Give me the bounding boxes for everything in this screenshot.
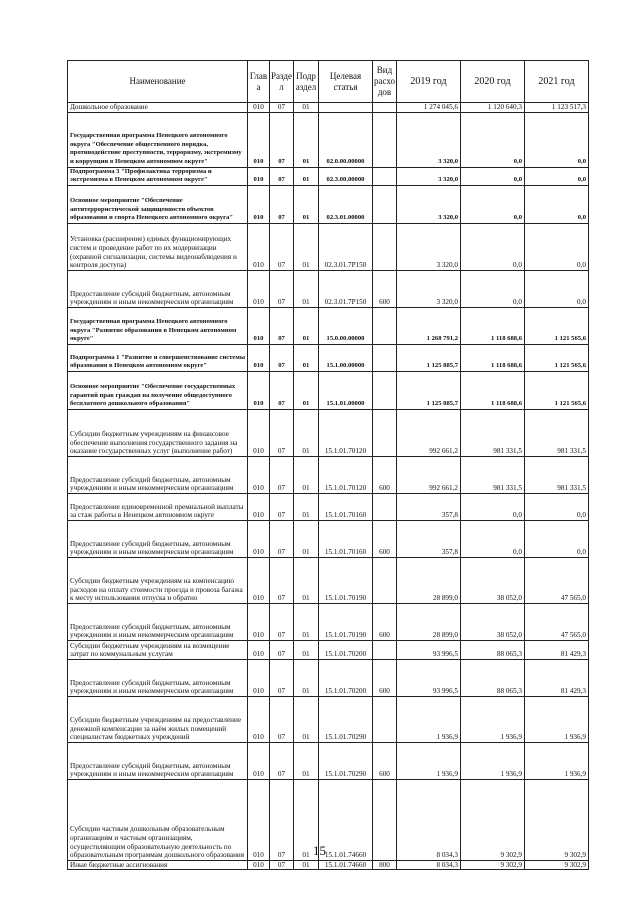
row-value-2021: 47 565,0 <box>525 603 589 640</box>
row-target-article: 15.1.01.70160 <box>319 493 373 520</box>
row-glava: 010 <box>248 223 270 270</box>
row-name: Государственная программа Ненецкого автономного округа "Обеспечение общественного порядка, противодействие преступности, терроризму, экстремизму и коррупции в Ненецком автономном округе" <box>68 112 248 167</box>
row-glava: 010 <box>248 779 270 860</box>
row-target-article: 15.1.01.74660 <box>319 860 373 870</box>
row-razdel: 07 <box>270 493 294 520</box>
row-target-article: 15.1.01.70200 <box>319 659 373 696</box>
row-glava: 010 <box>248 270 270 307</box>
row-name: Субсидии частным дошкольным образовательным организациям и частным организациям, осуществляющим образовательную деятельность по образовательным программам дошкольного образования <box>68 779 248 860</box>
row-value-2020: 1 120 640,3 <box>461 103 525 113</box>
row-value-2020: 0,0 <box>461 223 525 270</box>
row-value-2020: 9 302,9 <box>461 779 525 860</box>
row-value-2021: 9 302,9 <box>525 779 589 860</box>
row-podrazdel: 01 <box>294 409 319 456</box>
row-value-2020: 88 065,3 <box>461 659 525 696</box>
header-2019: 2019 год <box>397 61 461 103</box>
row-target-article: 15.1.01.70190 <box>319 603 373 640</box>
row-name: Предоставление субсидий бюджетным, автономным учреждениям и иным некоммерческим организациям <box>68 742 248 779</box>
row-glava: 010 <box>248 185 270 223</box>
row-value-2020: 88 065,3 <box>461 640 525 659</box>
row-value-2019: 1 125 885,7 <box>397 344 461 371</box>
row-value-2021: 1 121 565,6 <box>525 307 589 344</box>
row-glava: 010 <box>248 456 270 493</box>
table-body <box>68 103 589 870</box>
row-glava: 010 <box>248 103 270 113</box>
row-value-2019: 3 320,0 <box>397 270 461 307</box>
row-podrazdel: 01 <box>294 223 319 270</box>
table-row <box>68 557 589 603</box>
row-value-2019: 3 320,0 <box>397 167 461 185</box>
row-value-2021: 1 121 565,6 <box>525 371 589 409</box>
row-value-2020: 0,0 <box>461 185 525 223</box>
row-value-2019: 1 125 885,7 <box>397 371 461 409</box>
row-podrazdel: 01 <box>294 371 319 409</box>
row-podrazdel: 01 <box>294 112 319 167</box>
row-expense-type <box>373 112 397 167</box>
row-podrazdel: 01 <box>294 742 319 779</box>
row-target-article: 15.1.01.70290 <box>319 696 373 742</box>
header-2021: 2021 год <box>525 61 589 103</box>
row-razdel: 07 <box>270 640 294 659</box>
row-podrazdel: 01 <box>294 344 319 371</box>
row-razdel: 07 <box>270 185 294 223</box>
row-target-article: 02.3.01.7Р150 <box>319 223 373 270</box>
row-glava: 010 <box>248 112 270 167</box>
row-podrazdel: 01 <box>294 557 319 603</box>
row-razdel: 07 <box>270 307 294 344</box>
row-value-2021: 81 429,3 <box>525 659 589 696</box>
row-podrazdel: 01 <box>294 307 319 344</box>
row-expense-type: 600 <box>373 520 397 557</box>
table-row <box>68 520 589 557</box>
row-glava: 010 <box>248 344 270 371</box>
row-glava: 010 <box>248 603 270 640</box>
row-value-2020: 981 331,5 <box>461 409 525 456</box>
row-razdel: 07 <box>270 860 294 870</box>
row-name: Субсидии бюджетным учреждениям на компенсацию расходов на оплату стоимости проезда и провоза багажа к месту использования отпуска и обратно <box>68 557 248 603</box>
row-expense-type: 600 <box>373 742 397 779</box>
row-value-2021: 0,0 <box>525 185 589 223</box>
row-target-article: 15.0.00.00000 <box>319 307 373 344</box>
row-expense-type: 600 <box>373 603 397 640</box>
row-podrazdel: 01 <box>294 659 319 696</box>
row-value-2021: 9 302,9 <box>525 860 589 870</box>
row-value-2019: 1 936,9 <box>397 696 461 742</box>
row-name: Государственная программа Ненецкого автономного округа "Развитие образования в Ненецком автономном округе" <box>68 307 248 344</box>
row-value-2019: 357,8 <box>397 493 461 520</box>
row-value-2021: 1 121 565,6 <box>525 344 589 371</box>
row-value-2019: 3 320,0 <box>397 223 461 270</box>
row-razdel: 07 <box>270 742 294 779</box>
row-value-2019: 93 996,5 <box>397 640 461 659</box>
row-name: Предоставление субсидий бюджетным, автономным учреждениям и иным некоммерческим организациям <box>68 456 248 493</box>
row-value-2019: 1 268 791,2 <box>397 307 461 344</box>
row-value-2021: 0,0 <box>525 493 589 520</box>
header-glava: Глав а <box>248 61 270 103</box>
row-value-2019: 93 996,5 <box>397 659 461 696</box>
row-podrazdel: 01 <box>294 185 319 223</box>
row-value-2019: 992 661,2 <box>397 456 461 493</box>
row-value-2019: 28 899,0 <box>397 603 461 640</box>
row-target-article: 15.1.01.70120 <box>319 409 373 456</box>
table-row <box>68 223 589 270</box>
row-value-2021: 1 936,9 <box>525 742 589 779</box>
row-razdel: 07 <box>270 456 294 493</box>
row-value-2021: 0,0 <box>525 167 589 185</box>
row-value-2020: 1 118 688,6 <box>461 371 525 409</box>
row-podrazdel: 01 <box>294 493 319 520</box>
row-podrazdel: 01 <box>294 640 319 659</box>
row-podrazdel: 01 <box>294 603 319 640</box>
row-target-article: 15.1.00.00000 <box>319 344 373 371</box>
row-value-2019: 8 034,3 <box>397 860 461 870</box>
row-podrazdel: 01 <box>294 779 319 860</box>
row-value-2019: 3 320,0 <box>397 185 461 223</box>
table-row <box>68 344 589 371</box>
table-row <box>68 493 589 520</box>
row-name: Основное мероприятие "Обеспечение антитеррористической защищенности объектов образования и спорта Ненецкого автономного округа" <box>68 185 248 223</box>
row-razdel: 07 <box>270 371 294 409</box>
row-value-2021: 1 936,9 <box>525 696 589 742</box>
row-glava: 010 <box>248 493 270 520</box>
row-name: Субсидии бюджетным учреждениям на финансовое обеспечение выполнения государственного задания на оказание государственных услуг (выполнение работ) <box>68 409 248 456</box>
row-value-2020: 0,0 <box>461 520 525 557</box>
row-name: Иные бюджетные ассигнования <box>68 860 248 870</box>
row-razdel: 07 <box>270 344 294 371</box>
row-glava: 010 <box>248 860 270 870</box>
row-name: Субсидии бюджетным учреждениям на предоставление денежной компенсации за наём жилых помещений специалистам бюджетных учреждений <box>68 696 248 742</box>
row-expense-type <box>373 185 397 223</box>
row-value-2020: 9 302,9 <box>461 860 525 870</box>
row-name: Предоставление субсидий бюджетным, автономным учреждениям и иным некоммерческим организациям <box>68 270 248 307</box>
row-value-2020: 0,0 <box>461 167 525 185</box>
row-value-2020: 0,0 <box>461 270 525 307</box>
row-razdel: 07 <box>270 659 294 696</box>
row-razdel: 07 <box>270 520 294 557</box>
row-podrazdel: 01 <box>294 860 319 870</box>
row-value-2020: 38 052,0 <box>461 603 525 640</box>
row-value-2019: 1 936,9 <box>397 742 461 779</box>
row-value-2020: 0,0 <box>461 112 525 167</box>
row-value-2019: 8 034,3 <box>397 779 461 860</box>
row-glava: 010 <box>248 409 270 456</box>
row-expense-type: 600 <box>373 270 397 307</box>
table-header-row <box>68 61 589 103</box>
table-row <box>68 696 589 742</box>
table-row <box>68 640 589 659</box>
row-razdel: 07 <box>270 409 294 456</box>
row-razdel: 07 <box>270 779 294 860</box>
row-name: Предоставление субсидий бюджетным, автономным учреждениям и иным некоммерческим организациям <box>68 659 248 696</box>
table-row <box>68 185 589 223</box>
row-expense-type <box>373 640 397 659</box>
row-value-2021: 47 565,0 <box>525 557 589 603</box>
row-name: Предоставление субсидий бюджетным, автономным учреждениям и иным некоммерческим организациям <box>68 520 248 557</box>
row-target-article: 15.1.01.74660 <box>319 779 373 860</box>
row-target-article: 02.3.01.00000 <box>319 185 373 223</box>
row-name: Подпрограмма 1 "Развитие и совершенствование системы образования в Ненецком автономном округе" <box>68 344 248 371</box>
row-expense-type <box>373 409 397 456</box>
row-glava: 010 <box>248 696 270 742</box>
row-name: Установка (расширение) единых функционирующих систем и проведение работ по их модернизации (охранной сигнализации, системы видеонаблюдения и контроля доступа) <box>68 223 248 270</box>
table-row <box>68 409 589 456</box>
row-value-2019: 1 274 045,6 <box>397 103 461 113</box>
header-name: Наименование <box>68 61 248 103</box>
row-value-2021: 0,0 <box>525 520 589 557</box>
row-name: Субсидии бюджетным учреждениям на возмещение затрат по коммунальным услугам <box>68 640 248 659</box>
row-name: Подпрограмма 3 "Профилактика терроризма и экстремизма в Ненецком автономном округе" <box>68 167 248 185</box>
row-target-article: 15.1.01.70160 <box>319 520 373 557</box>
table-row <box>68 371 589 409</box>
row-target-article: 02.3.00.00000 <box>319 167 373 185</box>
row-target-article <box>319 103 373 113</box>
row-podrazdel: 01 <box>294 520 319 557</box>
row-razdel: 07 <box>270 270 294 307</box>
row-value-2020: 1 118 688,6 <box>461 307 525 344</box>
row-razdel: 07 <box>270 223 294 270</box>
row-podrazdel: 01 <box>294 456 319 493</box>
row-podrazdel: 01 <box>294 696 319 742</box>
row-value-2019: 28 899,0 <box>397 557 461 603</box>
row-value-2021: 0,0 <box>525 112 589 167</box>
row-target-article: 15.1.01.70120 <box>319 456 373 493</box>
row-value-2019: 3 320,0 <box>397 112 461 167</box>
row-expense-type: 600 <box>373 659 397 696</box>
row-target-article: 02.0.00.00000 <box>319 112 373 167</box>
table-row <box>68 307 589 344</box>
row-glava: 010 <box>248 520 270 557</box>
row-value-2020: 0,0 <box>461 493 525 520</box>
row-glava: 010 <box>248 167 270 185</box>
row-value-2020: 1 936,9 <box>461 696 525 742</box>
row-glava: 010 <box>248 742 270 779</box>
row-expense-type <box>373 167 397 185</box>
row-target-article: 15.1.01.70200 <box>319 640 373 659</box>
row-name: Основное мероприятие "Обеспечение государственных гарантий прав граждан на получение общедоступного бесплатного дошкольного образования" <box>68 371 248 409</box>
row-expense-type <box>373 696 397 742</box>
row-glava: 010 <box>248 659 270 696</box>
row-value-2021: 0,0 <box>525 223 589 270</box>
row-value-2021: 1 123 517,3 <box>525 103 589 113</box>
row-expense-type <box>373 557 397 603</box>
row-razdel: 07 <box>270 696 294 742</box>
table-row <box>68 112 589 167</box>
row-value-2021: 0,0 <box>525 270 589 307</box>
row-razdel: 07 <box>270 557 294 603</box>
header-expense-type: Вид расхо дов <box>373 61 397 103</box>
row-target-article: 15.1.01.70290 <box>319 742 373 779</box>
table-row <box>68 742 589 779</box>
row-name: Предоставление единовременной премиальной выплаты за стаж работы в Ненецком автономном округе <box>68 493 248 520</box>
row-razdel: 07 <box>270 103 294 113</box>
row-value-2021: 981 331,5 <box>525 409 589 456</box>
row-expense-type: 800 <box>373 860 397 870</box>
row-expense-type <box>373 344 397 371</box>
table-row <box>68 167 589 185</box>
row-value-2021: 981 331,5 <box>525 456 589 493</box>
row-podrazdel: 01 <box>294 167 319 185</box>
header-2020: 2020 год <box>461 61 525 103</box>
header-razdel: Разде л <box>270 61 294 103</box>
budget-table <box>67 60 589 870</box>
row-glava: 010 <box>248 371 270 409</box>
row-expense-type <box>373 223 397 270</box>
row-expense-type: 600 <box>373 456 397 493</box>
row-name: Предоставление субсидий бюджетным, автономным учреждениям и иным некоммерческим организациям <box>68 603 248 640</box>
row-value-2020: 1 936,9 <box>461 742 525 779</box>
row-expense-type <box>373 371 397 409</box>
page-number: 15 <box>313 843 326 858</box>
row-podrazdel: 01 <box>294 103 319 113</box>
row-name: Дошкольное образование <box>68 103 248 113</box>
row-podrazdel: 01 <box>294 270 319 307</box>
table-row <box>68 270 589 307</box>
row-value-2020: 38 052,0 <box>461 557 525 603</box>
header-podrazdel: Подр аздел <box>294 61 319 103</box>
table-row <box>68 860 589 870</box>
table-row <box>68 603 589 640</box>
row-glava: 010 <box>248 557 270 603</box>
row-target-article: 02.3.01.7Р150 <box>319 270 373 307</box>
row-value-2021: 81 429,3 <box>525 640 589 659</box>
row-glava: 010 <box>248 307 270 344</box>
row-target-article: 15.1.01.00000 <box>319 371 373 409</box>
row-glava: 010 <box>248 640 270 659</box>
header-target-article: Целевая статья <box>319 61 373 103</box>
row-razdel: 07 <box>270 167 294 185</box>
row-value-2020: 981 331,5 <box>461 456 525 493</box>
row-expense-type <box>373 103 397 113</box>
row-expense-type <box>373 493 397 520</box>
table-row <box>68 103 589 113</box>
row-value-2019: 992 661,2 <box>397 409 461 456</box>
row-value-2020: 1 118 688,6 <box>461 344 525 371</box>
table-row <box>68 659 589 696</box>
row-razdel: 07 <box>270 112 294 167</box>
row-razdel: 07 <box>270 603 294 640</box>
table-row <box>68 456 589 493</box>
row-expense-type <box>373 307 397 344</box>
row-value-2019: 357,8 <box>397 520 461 557</box>
row-target-article: 15.1.01.70190 <box>319 557 373 603</box>
